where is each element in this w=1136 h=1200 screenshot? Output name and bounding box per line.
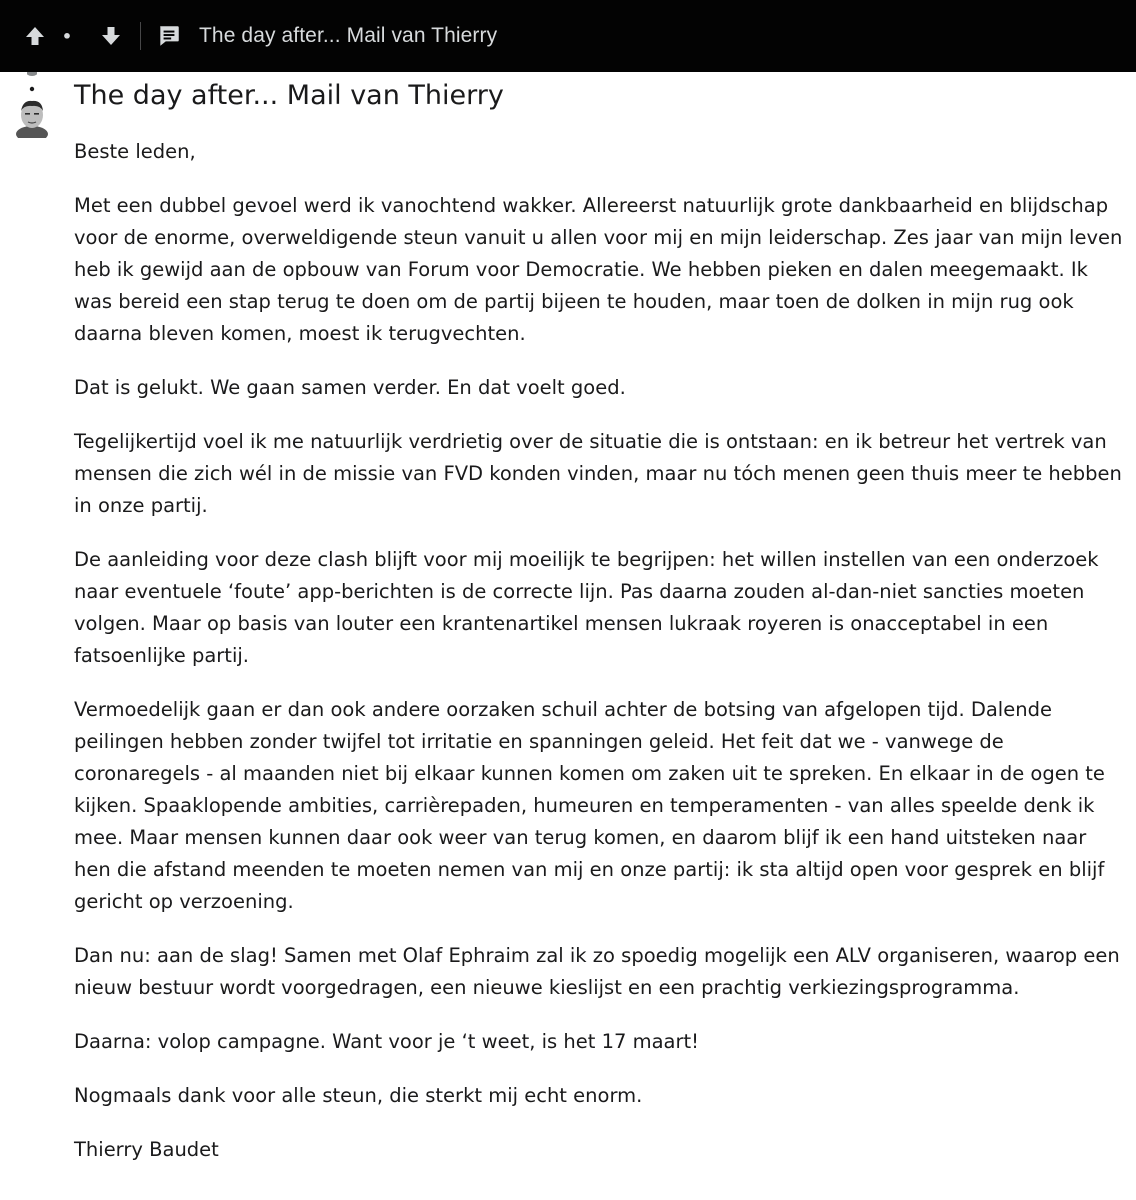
avatar[interactable] xyxy=(14,98,50,138)
post-paragraph: Nogmaals dank voor alle steun, die sterkt mij echt enorm. xyxy=(74,1084,643,1107)
downvote-button[interactable] xyxy=(94,19,128,53)
post-paragraph: Vermoedelijk gaan er dan ook andere oorzaken schuil achter de botsing van afgelopen tijd. Dalende peilingen hebben zonder twijfel tot irritatie en spanningen geleid. Het feit dat we - vanwege de coronaregels - al maanden niet bij elkaar kunnen komen om zaken uit te spreken. En elkaar in de ogen te kijken. Spaaklopende ambities, carrièrepaden, humeuren en temperamenten - van alles speelde denk ik mee. Maar mensen kunnen daar ook weer van terug komen, en daarom blijf ik een hand uitsteken naar hen die afstand meenden te moeten nemen van mij en onze partij: ik sta altijd open voor gesprek en blijf gericht op verzoening. xyxy=(74,698,1105,913)
post-paragraph: Daarna: volop campagne. Want voor je ‘t weet, is het 17 maart! xyxy=(74,1030,699,1053)
upvote-button[interactable] xyxy=(18,19,52,53)
post-content xyxy=(74,76,1124,1188)
arrow-up-icon xyxy=(23,24,47,48)
text-post-icon xyxy=(155,22,183,50)
post-paragraph-greeting: Beste leden, xyxy=(74,140,196,163)
topbar-post-title[interactable]: The day after... Mail van Thierry xyxy=(199,24,498,47)
post-paragraph: De aanleiding voor deze clash blijft voor mij moeilijk te begrijpen: het willen instellen van een onderzoek naar eventuele ‘foute’ app-berichten is de correcte lijn. Pas daarna zouden al-dan-niet sancties moeten volgen. Maar op basis van louter een krantenartikel mensen lukraak royeren is onacceptabel in een fatsoenlijke partij. xyxy=(74,548,1099,667)
post-paragraph: Dan nu: aan de slag! Samen met Olaf Ephraim zal ik zo spoedig mogelijk een ALV organiseren, waarop een nieuw bestuur wordt voorgedragen, een nieuwe kieslijst en een prachtig verkiezingsprogramma. xyxy=(74,944,1120,999)
topbar-divider xyxy=(140,22,141,50)
post-paragraph: Tegelijkertijd voel ik me natuurlijk verdrietig over de situatie die is ontstaan: en ik betreur het vertrek van mensen die zich wél in de missie van FVD konden vinden, maar nu tóch menen geen thuis meer te hebben in onze partij. xyxy=(74,430,1122,517)
post-title: The day after... Mail van Thierry xyxy=(74,80,504,111)
post-paragraph: Met een dubbel gevoel werd ik vanochtend wakker. Allereerst natuurlijk grote dankbaarheid en blijdschap voor de enorme, overweldigende steun vanuit u allen voor mij en mijn leiderschap. Zes jaar van mijn leven heb ik gewijd aan de opbouw van Forum voor Democratie. We hebben pieken en dalen meegemaakt. Ik was bereid een stap terug te doen om de partij bijeen te houden, maar toen de dolken in mijn rug ook daarna bleven komen, moest ik terugvechten. xyxy=(74,194,1123,345)
post-body xyxy=(74,136,1124,1166)
post-topbar xyxy=(0,0,1136,72)
vote-score: • xyxy=(61,26,73,46)
post-signature: Thierry Baudet xyxy=(74,1138,219,1161)
arrow-down-icon xyxy=(99,24,123,48)
post-paragraph: Dat is gelukt. We gaan samen verder. En dat voelt goed. xyxy=(74,376,626,399)
